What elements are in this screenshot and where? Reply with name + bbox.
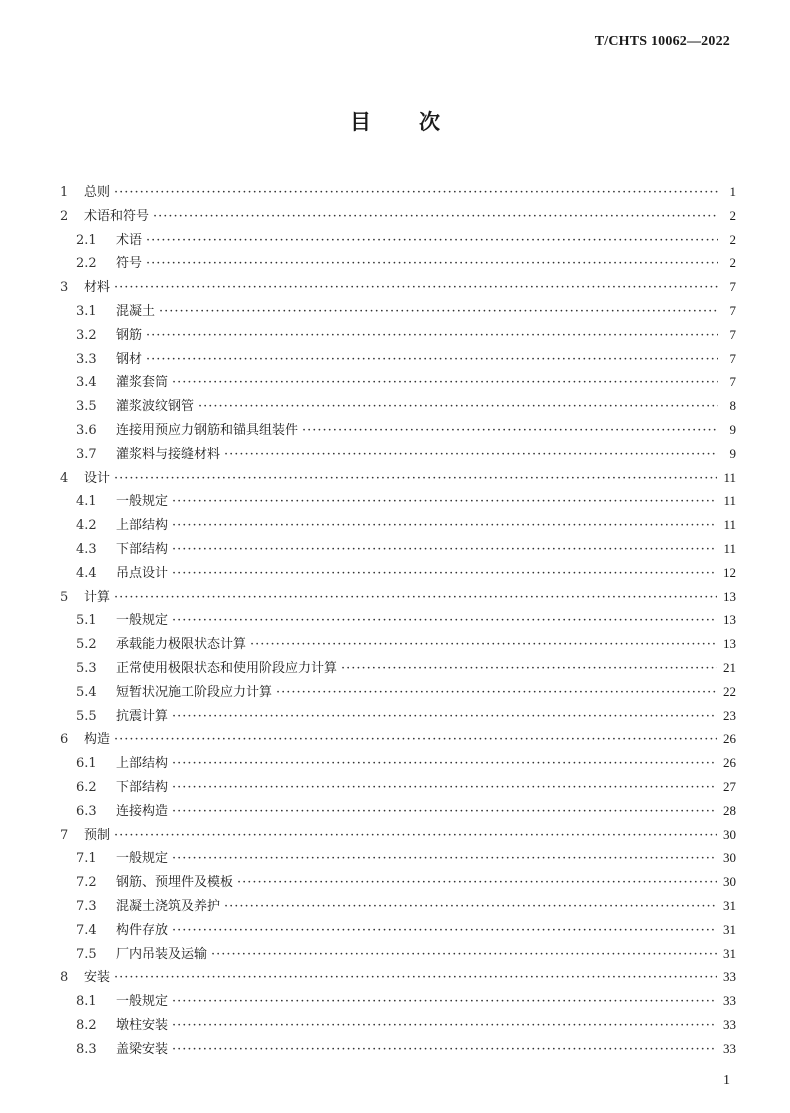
dot-leader bbox=[172, 542, 717, 557]
toc-entry-label: 一般规定 bbox=[116, 851, 169, 867]
toc-entry-label: 术语 bbox=[116, 232, 143, 248]
dot-leader bbox=[224, 899, 717, 914]
toc-entry-label: 预制 bbox=[84, 827, 111, 843]
toc-entry-6-3[interactable] bbox=[60, 800, 736, 824]
toc-entry-5-1[interactable] bbox=[60, 609, 736, 633]
toc-entry-7[interactable] bbox=[60, 824, 736, 848]
dot-leader bbox=[146, 256, 718, 271]
dot-leader bbox=[172, 613, 717, 628]
toc-entry-label: 钢材 bbox=[116, 351, 143, 367]
toc-entry-number: 8.1 bbox=[76, 994, 97, 1010]
toc-entry-page: 30 bbox=[723, 850, 736, 866]
toc-entry-2-2[interactable] bbox=[60, 252, 736, 276]
dot-leader bbox=[114, 970, 717, 985]
toc-entry-1[interactable] bbox=[60, 181, 736, 205]
toc-entry-number: 7.4 bbox=[76, 922, 97, 938]
toc-entry-page: 13 bbox=[723, 612, 736, 628]
toc-entry-label: 设计 bbox=[84, 470, 111, 486]
toc-entry-page: 26 bbox=[723, 755, 736, 771]
toc-entry-label: 总则 bbox=[84, 185, 111, 200]
toc-entry-page: 31 bbox=[723, 921, 736, 937]
toc-entry-label: 一般规定 bbox=[116, 994, 169, 1010]
toc-entry-label: 混凝土浇筑及养护 bbox=[116, 898, 221, 914]
toc-entry-page: 13 bbox=[723, 588, 736, 604]
toc-entry-label: 安装 bbox=[84, 970, 111, 986]
dot-leader bbox=[224, 447, 718, 462]
toc-entry-page: 8 bbox=[729, 398, 736, 414]
dot-leader bbox=[172, 709, 717, 724]
dot-leader bbox=[114, 185, 718, 200]
toc-entry-label: 下部结构 bbox=[116, 541, 169, 557]
toc-entry-label: 盖梁安装 bbox=[116, 1041, 169, 1057]
dot-leader bbox=[114, 471, 717, 486]
dot-leader bbox=[172, 494, 717, 509]
toc-entry-label: 构造 bbox=[84, 732, 111, 748]
dot-leader bbox=[146, 352, 718, 367]
dot-leader bbox=[172, 804, 717, 819]
dot-leader bbox=[198, 399, 718, 414]
toc-entry-label: 术语和符号 bbox=[84, 208, 150, 224]
toc-entry-3[interactable] bbox=[60, 276, 736, 300]
toc-entry-label: 抗震计算 bbox=[116, 708, 169, 724]
toc-entry-number: 3 bbox=[60, 280, 69, 296]
toc-entry-number: 4.4 bbox=[76, 565, 97, 581]
toc-entry-page: 9 bbox=[729, 421, 736, 437]
dot-leader bbox=[114, 590, 717, 605]
toc-entry-label: 厂内吊装及运输 bbox=[116, 946, 208, 962]
dot-leader bbox=[172, 923, 717, 938]
toc-entry-page: 11 bbox=[723, 493, 736, 509]
dot-leader bbox=[172, 994, 717, 1009]
toc-entry-label: 混凝土 bbox=[116, 303, 156, 319]
toc-entry-label: 构件存放 bbox=[116, 922, 169, 938]
toc-entry-page: 23 bbox=[723, 707, 736, 723]
dot-leader bbox=[114, 280, 718, 295]
dot-leader bbox=[114, 732, 717, 747]
toc-entry-page: 13 bbox=[723, 636, 736, 652]
toc-entry-number: 8.2 bbox=[76, 1017, 97, 1033]
toc-entry-8[interactable] bbox=[60, 966, 736, 990]
toc-entry-number: 7.2 bbox=[76, 875, 97, 891]
toc-entry-page: 2 bbox=[729, 255, 736, 271]
toc-entry-number: 1 bbox=[60, 185, 69, 200]
toc-entry-label: 上部结构 bbox=[116, 756, 169, 772]
toc-entry-label: 墩柱安装 bbox=[116, 1017, 169, 1033]
toc-entry-page: 30 bbox=[723, 874, 736, 890]
toc-entry-page: 7 bbox=[729, 350, 736, 366]
toc-entry-number: 7.5 bbox=[76, 946, 97, 962]
toc-entry-label: 下部结构 bbox=[116, 779, 169, 795]
toc-entry-5-4[interactable] bbox=[60, 681, 736, 705]
toc-entry-page: 7 bbox=[729, 279, 736, 295]
toc-entry-number: 4.1 bbox=[76, 494, 97, 510]
toc-entry-number: 2.1 bbox=[76, 232, 97, 248]
dot-leader bbox=[250, 637, 717, 652]
toc-entry-label: 材料 bbox=[84, 280, 111, 296]
toc-entry-number: 4.3 bbox=[76, 541, 97, 557]
toc-entry-3-5[interactable] bbox=[60, 395, 736, 419]
toc-entry-7-3[interactable] bbox=[60, 895, 736, 919]
toc-entry-number: 3.1 bbox=[76, 303, 97, 319]
toc-entry-label: 一般规定 bbox=[116, 494, 169, 510]
dot-leader bbox=[302, 423, 718, 438]
dot-leader bbox=[172, 1018, 717, 1033]
toc-entry-5[interactable] bbox=[60, 586, 736, 610]
dot-leader bbox=[172, 518, 717, 533]
toc-entry-number: 2.2 bbox=[76, 256, 97, 272]
toc-entry-number: 5 bbox=[60, 589, 69, 605]
toc-entry-6-1[interactable] bbox=[60, 752, 736, 776]
toc-entry-page: 28 bbox=[723, 802, 736, 818]
toc-entry-3-4[interactable] bbox=[60, 371, 736, 395]
toc-entry-page: 33 bbox=[723, 993, 736, 1009]
toc-entry-page: 30 bbox=[723, 826, 736, 842]
page-number: 1 bbox=[723, 1073, 730, 1088]
toc-entry-number: 8.3 bbox=[76, 1041, 97, 1057]
toc-entry-number: 3.7 bbox=[76, 446, 97, 462]
dot-leader bbox=[172, 1042, 717, 1057]
toc-entry-number: 4.2 bbox=[76, 518, 97, 534]
toc-entry-label: 计算 bbox=[84, 589, 111, 605]
dot-leader bbox=[153, 209, 718, 224]
toc-entry-6-2[interactable] bbox=[60, 776, 736, 800]
toc-entry-number: 6 bbox=[60, 732, 69, 748]
toc-entry-8-2[interactable] bbox=[60, 1014, 736, 1038]
dot-leader bbox=[159, 304, 718, 319]
toc-entry-label: 钢筋 bbox=[116, 327, 143, 343]
toc-entry-4-3[interactable] bbox=[60, 538, 736, 562]
toc-entry-page: 33 bbox=[723, 1016, 736, 1032]
toc-entry-number: 2 bbox=[60, 208, 69, 224]
toc-entry-number: 3.3 bbox=[76, 351, 97, 367]
toc-entry-4-2[interactable] bbox=[60, 514, 736, 538]
toc-entry-3-6[interactable] bbox=[60, 419, 736, 443]
toc-title: 目次 bbox=[350, 110, 488, 134]
toc-entry-5-2[interactable] bbox=[60, 633, 736, 657]
toc-entry-page: 7 bbox=[729, 326, 736, 342]
toc-entry-label: 上部结构 bbox=[116, 518, 169, 534]
toc-entry-number: 7.3 bbox=[76, 898, 97, 914]
dot-leader bbox=[341, 661, 717, 676]
dot-leader bbox=[211, 947, 717, 962]
toc-entry-number: 3.6 bbox=[76, 422, 97, 438]
toc-entry-number: 8 bbox=[60, 970, 69, 986]
toc-entry-page: 11 bbox=[723, 517, 736, 533]
dot-leader bbox=[172, 375, 718, 390]
standard-code: T/CHTS 10062—2022 bbox=[594, 34, 730, 49]
toc-entry-page: 2 bbox=[729, 207, 736, 223]
dot-leader bbox=[276, 685, 717, 700]
toc-entry-page: 7 bbox=[729, 374, 736, 390]
toc-entry-7-1[interactable] bbox=[60, 847, 736, 871]
dot-leader bbox=[237, 875, 717, 890]
dot-leader bbox=[146, 328, 718, 343]
toc-entry-number: 6.1 bbox=[76, 756, 97, 772]
toc-entry-3-2[interactable] bbox=[60, 324, 736, 348]
toc-entry-page: 31 bbox=[723, 897, 736, 913]
toc-entry-label: 灌浆料与接缝材料 bbox=[116, 446, 221, 462]
toc-entry-7-4[interactable] bbox=[60, 919, 736, 943]
toc-entry-page: 11 bbox=[723, 540, 736, 556]
toc-entry-label: 连接构造 bbox=[116, 803, 169, 819]
toc-entry-number: 3.4 bbox=[76, 375, 97, 391]
toc-entry-8-3[interactable] bbox=[60, 1038, 736, 1062]
toc-entry-page: 7 bbox=[729, 302, 736, 318]
toc-entry-label: 符号 bbox=[116, 256, 143, 272]
dot-leader bbox=[172, 851, 717, 866]
dot-leader bbox=[172, 566, 717, 581]
toc-entry-page: 21 bbox=[723, 659, 736, 675]
toc-entry-page: 31 bbox=[723, 945, 736, 961]
toc-entry-number: 5.5 bbox=[76, 708, 97, 724]
toc-entry-label: 灌浆波纹钢管 bbox=[116, 399, 195, 415]
table-of-contents bbox=[60, 181, 736, 1061]
toc-entry-label: 一般规定 bbox=[116, 613, 169, 629]
toc-entry-2[interactable] bbox=[60, 205, 736, 229]
dot-leader bbox=[114, 828, 717, 843]
toc-entry-number: 7 bbox=[60, 827, 69, 843]
toc-entry-3-7[interactable] bbox=[60, 443, 736, 467]
toc-entry-number: 6.2 bbox=[76, 779, 97, 795]
toc-entry-label: 灌浆套筒 bbox=[116, 375, 169, 391]
toc-entry-label: 承载能力极限状态计算 bbox=[116, 637, 247, 653]
toc-entry-3-3[interactable] bbox=[60, 348, 736, 372]
toc-entry-4-1[interactable] bbox=[60, 490, 736, 514]
toc-entry-label: 连接用预应力钢筋和锚具组装件 bbox=[116, 422, 299, 438]
toc-entry-page: 11 bbox=[723, 469, 736, 485]
toc-entry-number: 7.1 bbox=[76, 851, 97, 867]
toc-entry-number: 3.5 bbox=[76, 399, 97, 415]
toc-entry-number: 4 bbox=[60, 470, 69, 486]
toc-entry-number: 5.3 bbox=[76, 660, 97, 676]
toc-entry-label: 吊点设计 bbox=[116, 565, 169, 581]
toc-entry-6[interactable] bbox=[60, 728, 736, 752]
toc-entry-page: 12 bbox=[723, 564, 736, 580]
toc-entry-page: 26 bbox=[723, 731, 736, 747]
toc-entry-3-1[interactable] bbox=[60, 300, 736, 324]
toc-entry-page: 22 bbox=[723, 683, 736, 699]
dot-leader bbox=[146, 233, 718, 248]
toc-entry-7-5[interactable] bbox=[60, 943, 736, 967]
toc-entry-2-1[interactable] bbox=[60, 229, 736, 253]
toc-entry-page: 33 bbox=[723, 969, 736, 985]
toc-entry-4[interactable] bbox=[60, 467, 736, 491]
toc-entry-4-4[interactable] bbox=[60, 562, 736, 586]
toc-entry-label: 短暂状况施工阶段应力计算 bbox=[116, 684, 273, 700]
toc-entry-page: 2 bbox=[729, 231, 736, 247]
toc-entry-8-1[interactable] bbox=[60, 990, 736, 1014]
toc-entry-5-5[interactable] bbox=[60, 705, 736, 729]
dot-leader bbox=[172, 780, 717, 795]
toc-entry-number: 5.1 bbox=[76, 613, 97, 629]
toc-entry-page: 1 bbox=[729, 184, 736, 199]
dot-leader bbox=[172, 756, 717, 771]
toc-entry-7-2[interactable] bbox=[60, 871, 736, 895]
toc-entry-label: 正常使用极限状态和使用阶段应力计算 bbox=[116, 660, 338, 676]
toc-entry-number: 5.2 bbox=[76, 637, 97, 653]
toc-entry-label: 钢筋、预埋件及模板 bbox=[116, 875, 234, 891]
toc-entry-page: 27 bbox=[723, 778, 736, 794]
toc-entry-page: 9 bbox=[729, 445, 736, 461]
toc-entry-number: 5.4 bbox=[76, 684, 97, 700]
toc-entry-page: 33 bbox=[723, 1040, 736, 1056]
toc-entry-number: 6.3 bbox=[76, 803, 97, 819]
toc-entry-number: 3.2 bbox=[76, 327, 97, 343]
toc-entry-5-3[interactable] bbox=[60, 657, 736, 681]
